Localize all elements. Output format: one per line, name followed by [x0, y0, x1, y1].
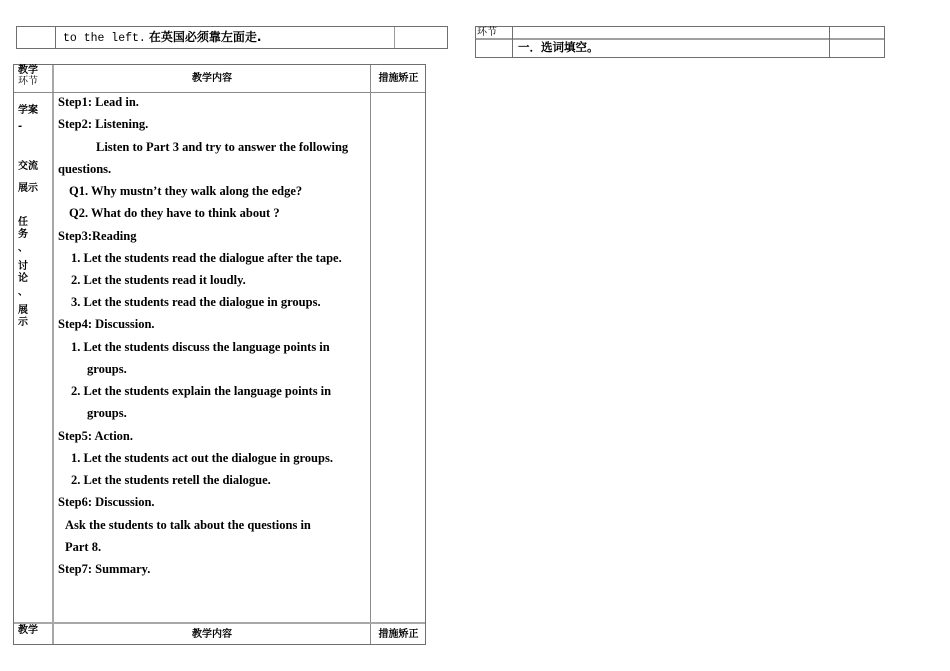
header-content-cell: 教学内容 — [192, 73, 232, 84]
header-stage-line2: 环节 — [18, 76, 38, 87]
column-divider — [394, 27, 395, 48]
list-item: 2. Let the students explain the language points in — [71, 384, 332, 398]
top-left-fragment-table — [16, 26, 448, 49]
list-item-continuation: groups. — [87, 406, 127, 420]
step-heading: Step4: Discussion. — [58, 317, 155, 331]
column-divider — [512, 27, 513, 57]
step-heading: Step1: Lead in. — [58, 95, 139, 109]
side-label: 论 — [18, 273, 28, 284]
header-correction-cell: 措施矫正 — [378, 73, 419, 84]
header-stage-cell — [18, 65, 38, 87]
step-heading: Step7: Summary. — [58, 562, 151, 576]
header-row-divider — [14, 92, 425, 93]
side-label: 学案 — [18, 105, 38, 116]
list-item: 1. Let the students discuss the language points in — [71, 340, 330, 354]
side-label: - — [18, 121, 23, 132]
top-right-fragment-table — [475, 26, 885, 58]
side-label: 、 — [18, 287, 28, 298]
side-label: 、 — [18, 243, 28, 254]
side-label: 示 — [18, 317, 28, 328]
side-label: 任 — [18, 217, 28, 228]
footer-stage-cell: 教学 — [18, 625, 38, 636]
list-item: 3. Let the students read the dialogue in groups. — [71, 295, 321, 309]
content-line: Part 8. — [65, 540, 102, 554]
step-heading: Step2: Listening. — [58, 117, 149, 131]
column-divider — [52, 65, 54, 644]
footer-row-divider — [14, 622, 425, 624]
column-divider — [55, 27, 56, 48]
step-heading: Step6: Discussion. — [58, 495, 155, 509]
fragment-text-cjk: 在英国必须靠左面走. — [148, 30, 262, 44]
list-item: 1. Let the students act out the dialogue in groups. — [71, 451, 333, 465]
list-item: 2. Let the students read it loudly. — [71, 273, 246, 287]
header-stage-line1: 教学 — [18, 65, 38, 76]
step-heading: Step3:Reading — [58, 229, 137, 243]
question-line: Q1. Why mustn’t they walk along the edge? — [69, 184, 303, 198]
stage-header-label: 环节 — [477, 27, 497, 38]
column-divider — [370, 65, 371, 644]
content-line: Listen to Part 3 and try to answer the following — [96, 140, 349, 154]
fragment-text — [63, 29, 261, 47]
content-line: questions. — [58, 162, 112, 176]
footer-correction-cell: 措施矫正 — [378, 629, 419, 640]
side-label: 务 — [18, 229, 28, 240]
column-divider — [829, 27, 830, 57]
list-item: 1. Let the students read the dialogue after the tape. — [71, 251, 342, 265]
step-heading: Step5: Action. — [58, 429, 133, 443]
fragment-text-latin: to the left. — [63, 32, 146, 45]
side-label: 展示 — [18, 183, 38, 194]
side-label: 展 — [18, 305, 28, 316]
lesson-plan-table — [13, 64, 426, 645]
content-line: Ask the students to talk about the questions in — [65, 518, 311, 532]
list-item-continuation: groups. — [87, 362, 127, 376]
footer-content-cell: 教学内容 — [192, 629, 232, 640]
side-label: 讨 — [18, 261, 28, 272]
exercise-title: 一．选词填空。 — [518, 40, 599, 54]
list-item: 2. Let the students retell the dialogue. — [71, 473, 271, 487]
question-line: Q2. What do they have to think about ? — [69, 206, 280, 220]
side-label: 交流 — [18, 161, 38, 172]
